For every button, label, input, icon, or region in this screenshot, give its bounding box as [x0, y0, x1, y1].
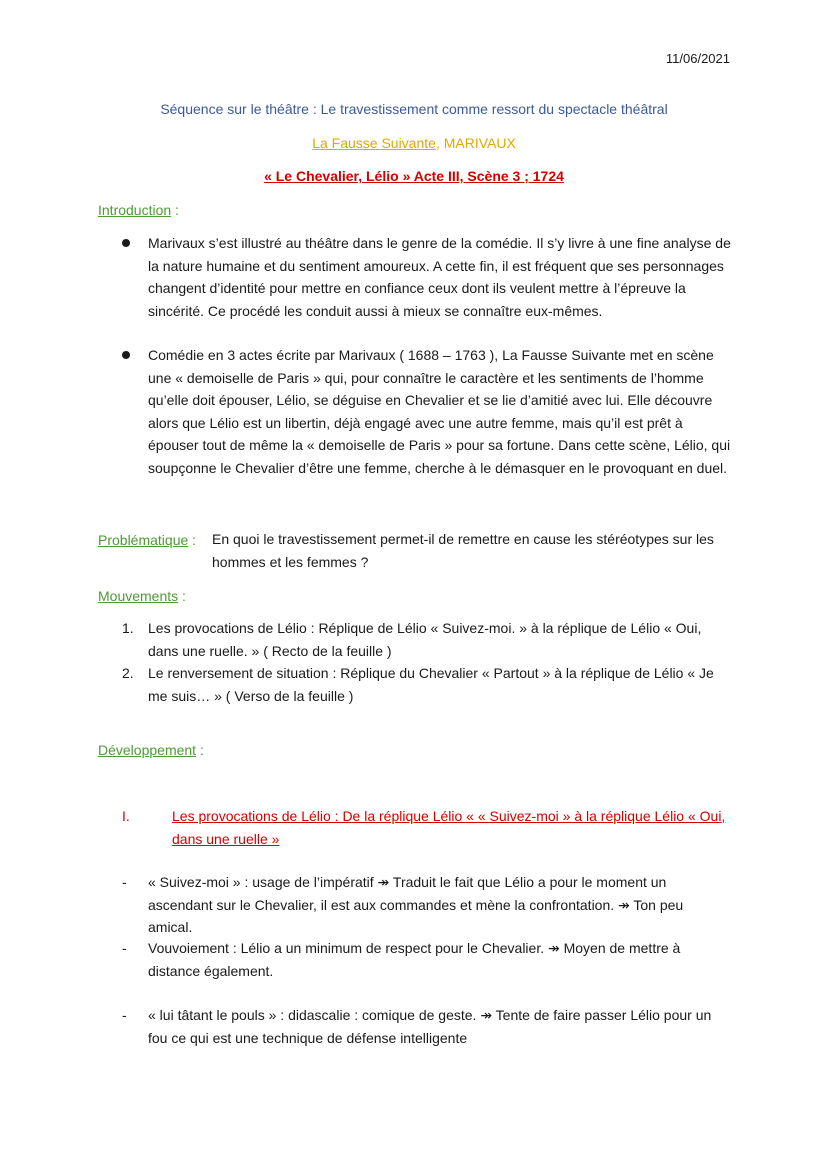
- introduction-colon: :: [171, 202, 179, 218]
- mouvement-number-1: 1.: [122, 620, 134, 636]
- sequence-title: Séquence sur le théâtre : Le travestissement comme ressort du spectacle théâtral: [160, 101, 668, 117]
- document-date: 11/06/2021: [665, 51, 730, 66]
- introduction-heading: [98, 202, 179, 218]
- work-heading: [0, 135, 828, 151]
- work-author: , MARIVAUX: [435, 135, 516, 151]
- bullet-icon: [122, 351, 130, 359]
- dash-marker: -: [122, 940, 127, 956]
- mouvement-2: Le renversement de situation : Réplique du Chevalier « Partout » à la réplique de Lélio « Je me suis… » ( Verso de la feuille ): [148, 665, 714, 704]
- introduction-label: Introduction: [98, 202, 172, 218]
- dash-marker: -: [122, 1007, 127, 1023]
- analysis-point-3: « lui tâtant le pouls » : didascalie : comique de geste. ↠ Tente de faire passer Lélio pour un fou ce qui est une technique de défense intelligente: [148, 1007, 712, 1046]
- problematique-label: Problématique: [98, 532, 189, 548]
- mouvements-colon: :: [178, 588, 186, 604]
- problematique-heading: [98, 532, 196, 548]
- mouvements-label: Mouvements: [98, 588, 179, 604]
- dash-marker: -: [122, 874, 127, 890]
- analysis-point-2: Vouvoiement : Lélio a un minimum de respect pour le Chevalier. ↠ Moyen de mettre à distance également.: [148, 940, 681, 979]
- bullet-icon: [122, 239, 130, 247]
- section-title: Les provocations de Lélio : De la réplique Lélio « « Suivez-moi » à la réplique Lélio « Oui, dans une ruelle »: [172, 808, 726, 847]
- mouvement-1: Les provocations de Lélio : Réplique de Lélio « Suivez-moi. » à la réplique de Lélio « Oui, dans une ruelle. » ( Recto de la feuille ): [148, 620, 702, 659]
- analysis-point-1: « Suivez-moi » : usage de l’impératif ↠ Traduit le fait que Lélio a pour le moment un ascendant sur le Chevalier, il est aux commandes et mène la confrontation. ↠ Ton peu amical.: [148, 874, 684, 935]
- intro-paragraph-1: Marivaux s’est illustré au théâtre dans le genre de la comédie. Il s’y livre à une fine analyse de la nature humaine et du sentiment amoureux. A cette fin, il est fréquent que ses personnages changent d’identité pour mettre en confiance ceux dont ils veulent mettre à l’épreuve la sincérité. Ce procédé les conduit aussi à mieux se connaître eux-mêmes.: [148, 235, 731, 319]
- intro-paragraph-2: Comédie en 3 actes écrite par Marivaux ( 1688 – 1763 ), La Fausse Suivante met en scène une « demoiselle de Paris » qui, pour connaître le caractère et les sentiments de l’homme qu’elle doit épouser, Lélio, se déguise en Chevalier et se lie d’amitié avec lui. Elle découvre alors que Lélio est un libertin, déjà engagé avec une autre femme, mais qu’il est prêt à épouser tout de même la « demoiselle de Paris » pour sa fortune. Dans cette scène, Lélio, qui soupçonne le Chevalier d’être une femme, cherche à le démasquer en le provoquant en duel.: [148, 347, 731, 476]
- section-number: I.: [122, 808, 130, 824]
- extract-title: « Le Chevalier, Lélio » Acte III, Scène 3 ; 1724: [264, 168, 564, 184]
- developpement-colon: :: [196, 742, 204, 758]
- work-title: La Fausse Suivante: [312, 135, 436, 151]
- mouvement-number-2: 2.: [122, 665, 134, 681]
- problematique-colon: :: [188, 532, 197, 548]
- developpement-label: Développement: [98, 742, 197, 758]
- problematique-text: En quoi le travestissement permet-il de remettre en cause les stéréotypes sur les hommes et les femmes ?: [212, 531, 714, 570]
- developpement-heading: [98, 742, 204, 758]
- mouvements-heading: [98, 588, 186, 604]
